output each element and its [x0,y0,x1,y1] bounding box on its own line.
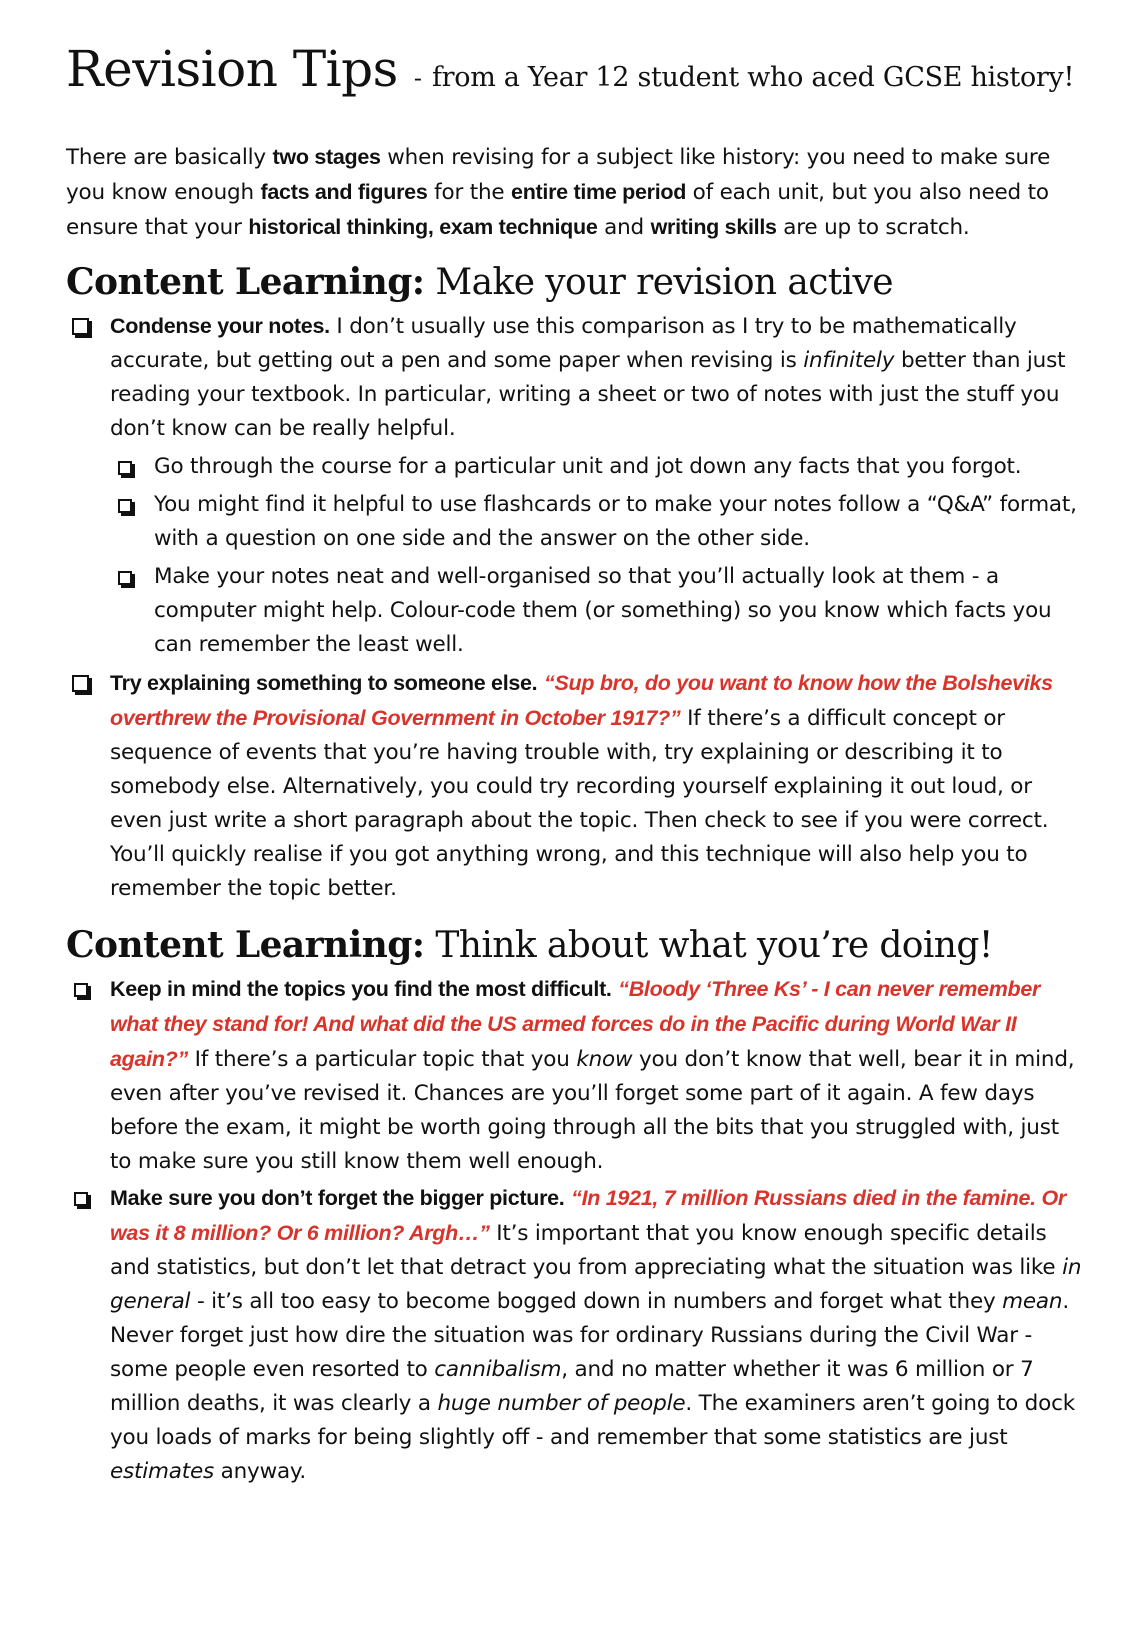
sub-tip-text: Go through the course for a particular unit and jot down any facts that you forgot. [154,454,1022,479]
intro-emphasis: facts and figures [260,180,428,204]
intro-paragraph [66,140,1082,245]
tip-text: I don’t usually use this comparison as I try to be mathematically accurate, but getting out a pen and some paper when revising is [110,314,1017,373]
section-heading [66,924,1082,966]
intro-text: for the [427,180,512,205]
section-heading-text: Think about what you’re doing! [424,925,993,966]
tip-text: It’s important that you know enough specific details and statistics, but don’t let that detract you from appreciating what the situation was like [110,1221,1063,1280]
intro-emphasis: entire time period [511,180,687,204]
tip-text: anyway. [214,1459,307,1484]
tip-italic: in general [110,1255,1082,1314]
sub-tip [110,450,1082,484]
tip-list [66,972,1082,1489]
tip-bigger-picture [66,1181,1082,1489]
tip-italic: estimates [110,1459,215,1484]
tip-text: , and no matter whether it was 6 million or 7 million deaths, it was clearly a [110,1357,1034,1416]
tip-text: If there’s a difficult concept or sequence of events that you’re having trouble with, try explaining or describing it to somebody else. Alternatively, you could try recording yourself explaining it out loud, or even just write a short paragraph about the topic. Then check to see if you were correct. You’ll quickly realise if you got anything wrong, and this technique will also help you to remember the topic better. [110,706,1049,901]
tip-title: Make sure you don’t forget the bigger picture. [110,1186,565,1210]
tip-text: . Never forget just how dire the situation was for ordinary Russians during the Civil War - some people even resorted to [110,1289,1069,1382]
section-think-about-what-doing [66,924,1082,1489]
intro-text: and [597,215,651,240]
tip-explain-to-someone [66,666,1082,906]
sub-tip [110,560,1082,662]
tip-quote: “Bloody ‘Three Ks’ - I can never remember what they stand for! And what did the US armed forces do in the Pacific during World War II again?” [110,977,1041,1071]
tip-title: Condense your notes. [110,314,330,338]
checkbox-icon [72,675,89,692]
tip-text: - it’s all too easy to become bogged down in numbers and forget what they [190,1289,1003,1314]
intro-text: when revising for a subject like history: you need to make sure you know enough [66,145,1051,205]
checkbox-icon [74,983,88,997]
tip-italic: know [576,1047,633,1072]
intro-text: There are basically [66,145,273,170]
checkbox-icon [74,1192,88,1206]
title-row [66,40,1082,98]
section-heading-label: Content Learning: [66,261,425,303]
section-heading-label: Content Learning: [66,924,425,966]
tip-quote: “In 1921, 7 million Russians died in the famine. Or was it 8 million? Or 6 million? Argh…” [110,1186,1066,1245]
intro-text: of each unit, but you also need to ensure that your [66,180,1049,240]
intro-emphasis: two stages [272,145,381,169]
intro-text: are up to scratch. [776,215,970,240]
tip-italic: infinitely [803,348,895,373]
sub-tip-list [110,450,1082,662]
page-title: Revision Tips [66,40,398,98]
tip-title: Try explaining something to someone else. [110,671,538,695]
sub-tip-text: Make your notes neat and well-organised so that you’ll actually look at them - a computer might help. Colour-code them (or something) so you know which facts you can remember the least well. [154,564,1052,657]
tip-text: you don’t know that well, bear it in mind, even after you’ve revised it. Chances are you’ll forget some part of it again. A few days before the exam, it might be worth going through all the bits that you struggled with, just to make sure you still know them well enough. [110,1047,1075,1174]
section-make-revision-active [66,261,1082,906]
tip-condense-notes [66,309,1082,662]
checkbox-icon [72,318,89,335]
tip-italic: cannibalism [434,1357,562,1382]
tip-text: If there’s a particular topic that you [187,1047,577,1072]
checkbox-icon [118,499,132,513]
tip-italic: mean [1002,1289,1063,1314]
sub-tip-text: You might find it helpful to use flashcards or to make your notes follow a “Q&A” format, with a question on one side and the answer on the other side. [154,492,1077,551]
tip-quote: “Sup bro, do you want to know how the Bolsheviks overthrew the Provisional Government in October 1917?” [110,671,1053,730]
tip-italic: huge number of people [437,1391,686,1416]
page-subtitle: from a Year 12 student who aced GCSE history! [431,62,1075,93]
sub-tip [110,488,1082,556]
intro-emphasis: writing skills [650,215,777,239]
tip-title: Keep in mind the topics you find the most difficult. [110,977,612,1001]
section-heading [66,261,1082,303]
section-heading-text: Make your revision active [424,262,893,303]
tip-text: . The examiners aren’t going to dock you loads of marks for being slightly off - and remember that some statistics are just [110,1391,1075,1450]
title-separator: - [413,64,422,92]
checkbox-icon [118,461,132,475]
tip-difficult-topics [66,972,1082,1179]
checkbox-icon [118,571,132,585]
intro-emphasis: historical thinking, exam technique [248,215,598,239]
tip-list [66,309,1082,906]
tip-text: better than just reading your textbook. In particular, writing a sheet or two of notes with just the stuff you don’t know can be really helpful. [110,348,1066,441]
